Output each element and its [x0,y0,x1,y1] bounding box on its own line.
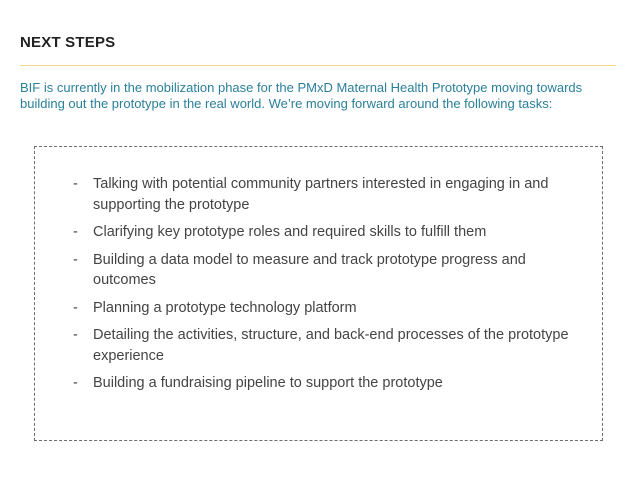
task-text: Planning a prototype technology platform [93,299,357,316]
task-item [73,222,578,243]
task-item [73,373,578,394]
task-text: Talking with potential community partners interested in engaging in and supporting the prototype [93,176,549,213]
bullet-dash: - [73,176,78,192]
task-item [73,298,578,319]
bullet-dash: - [73,327,78,343]
bullet-dash: - [73,299,78,316]
bullet-dash: - [73,224,78,240]
task-item [73,174,578,215]
task-text: Building a fundraising pipeline to support the prototype [93,375,443,391]
task-text: Clarifying key prototype roles and required skills to fulfill them [93,224,487,240]
bullet-dash: - [73,251,78,268]
intro-paragraph: BIF is currently in the mobilization phase for the PMxD Maternal Health Prototype moving towards building out the prototype in the real world. We’re moving forward around the following tasks: [20,80,583,111]
page-title: NEXT STEPS [20,34,116,51]
task-item [73,325,578,366]
task-text: Detailing the activities, structure, and back-end processes of the prototype experience [93,327,569,364]
task-text: Building a data model to measure and track prototype progress and outcomes [93,251,526,288]
task-item [73,250,578,291]
bullet-dash: - [73,375,78,391]
task-list [73,174,578,401]
title-divider [20,65,616,66]
